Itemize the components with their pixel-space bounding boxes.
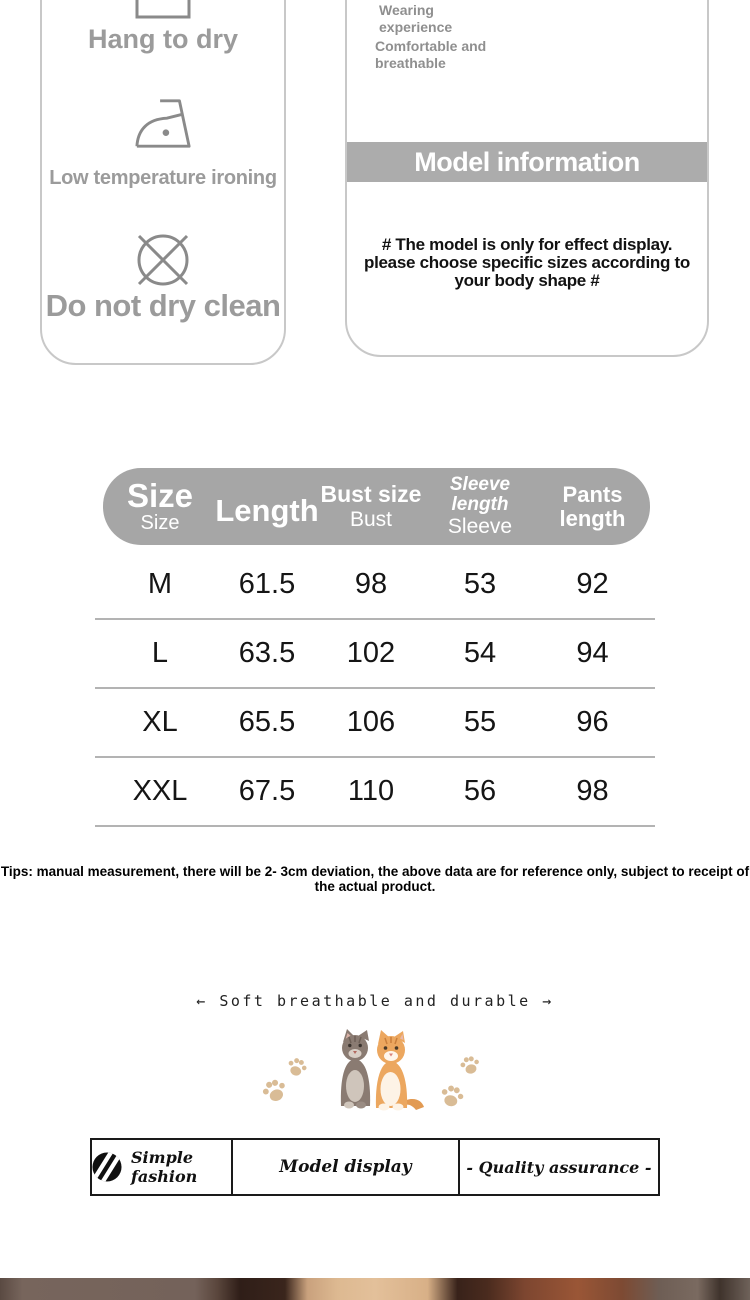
- care-label-no-dry-clean: Do not dry clean: [45, 288, 281, 323]
- model-information-title: Model information: [414, 146, 640, 177]
- care-label-low-temp-iron: Low temperature ironing: [49, 167, 277, 189]
- slogan-soft-breathable: ← Soft breathable and durable →: [196, 992, 554, 1010]
- model-info-card: [345, 0, 709, 357]
- feature-wearing-experience: Wearing experience: [379, 2, 453, 35]
- banner-cell-simple-fashion: Simple fashion: [92, 1140, 233, 1194]
- feature-banner: [90, 1138, 660, 1196]
- feature-comfortable: Comfortable and breathable: [375, 38, 487, 71]
- model-photo-top-edge: [0, 1278, 750, 1300]
- column-length: Length: [215, 493, 319, 529]
- double-slash-circle-icon: [92, 1152, 122, 1182]
- care-instructions-card: [40, 0, 286, 365]
- size-table-header: [103, 468, 650, 545]
- paw-print-icon: [457, 1052, 484, 1079]
- column-bust: Bust size Bust: [320, 480, 422, 532]
- table-row-l: L 63.5 102 54 94: [151, 637, 609, 669]
- table-divider: [95, 618, 655, 620]
- kittens-photo: [328, 1028, 428, 1112]
- table-divider: [95, 687, 655, 689]
- table-divider: [95, 825, 655, 827]
- banner-cell-model-display: Model display: [233, 1140, 460, 1194]
- table-row-xl: XL 65.5 106 55 96: [142, 706, 609, 738]
- hang-dry-icon: [135, 0, 191, 19]
- model-information-header: [347, 142, 707, 182]
- column-pants: Pants length: [559, 482, 626, 531]
- paw-print-icon: [257, 1073, 292, 1108]
- table-row-xxl: XXL 67.5 110 56 98: [132, 775, 609, 807]
- column-size: Size Size: [126, 476, 194, 535]
- care-label-hang-dry: Hang to dry: [87, 24, 238, 54]
- column-sleeve: Sleeve length Sleeve: [447, 474, 513, 538]
- table-row-m: M 61.5 98 53 92: [147, 568, 609, 600]
- do-not-dry-clean-icon: [131, 228, 195, 292]
- paw-print-icon: [436, 1080, 468, 1112]
- model-display-note: # The model is only for effect display. please choose specific sizes according to your body shape #: [364, 235, 690, 290]
- banner-cell-quality-assurance: - Quality assurance -: [466, 1157, 652, 1177]
- table-divider: [95, 756, 655, 758]
- paw-print-icon: [283, 1053, 311, 1081]
- measurement-tips: Tips: manual measurement, there will be 2- 3cm deviation, the above data are for reference only, subject to receipt of the actual product.: [0, 864, 750, 894]
- low-temperature-iron-icon: [134, 96, 192, 152]
